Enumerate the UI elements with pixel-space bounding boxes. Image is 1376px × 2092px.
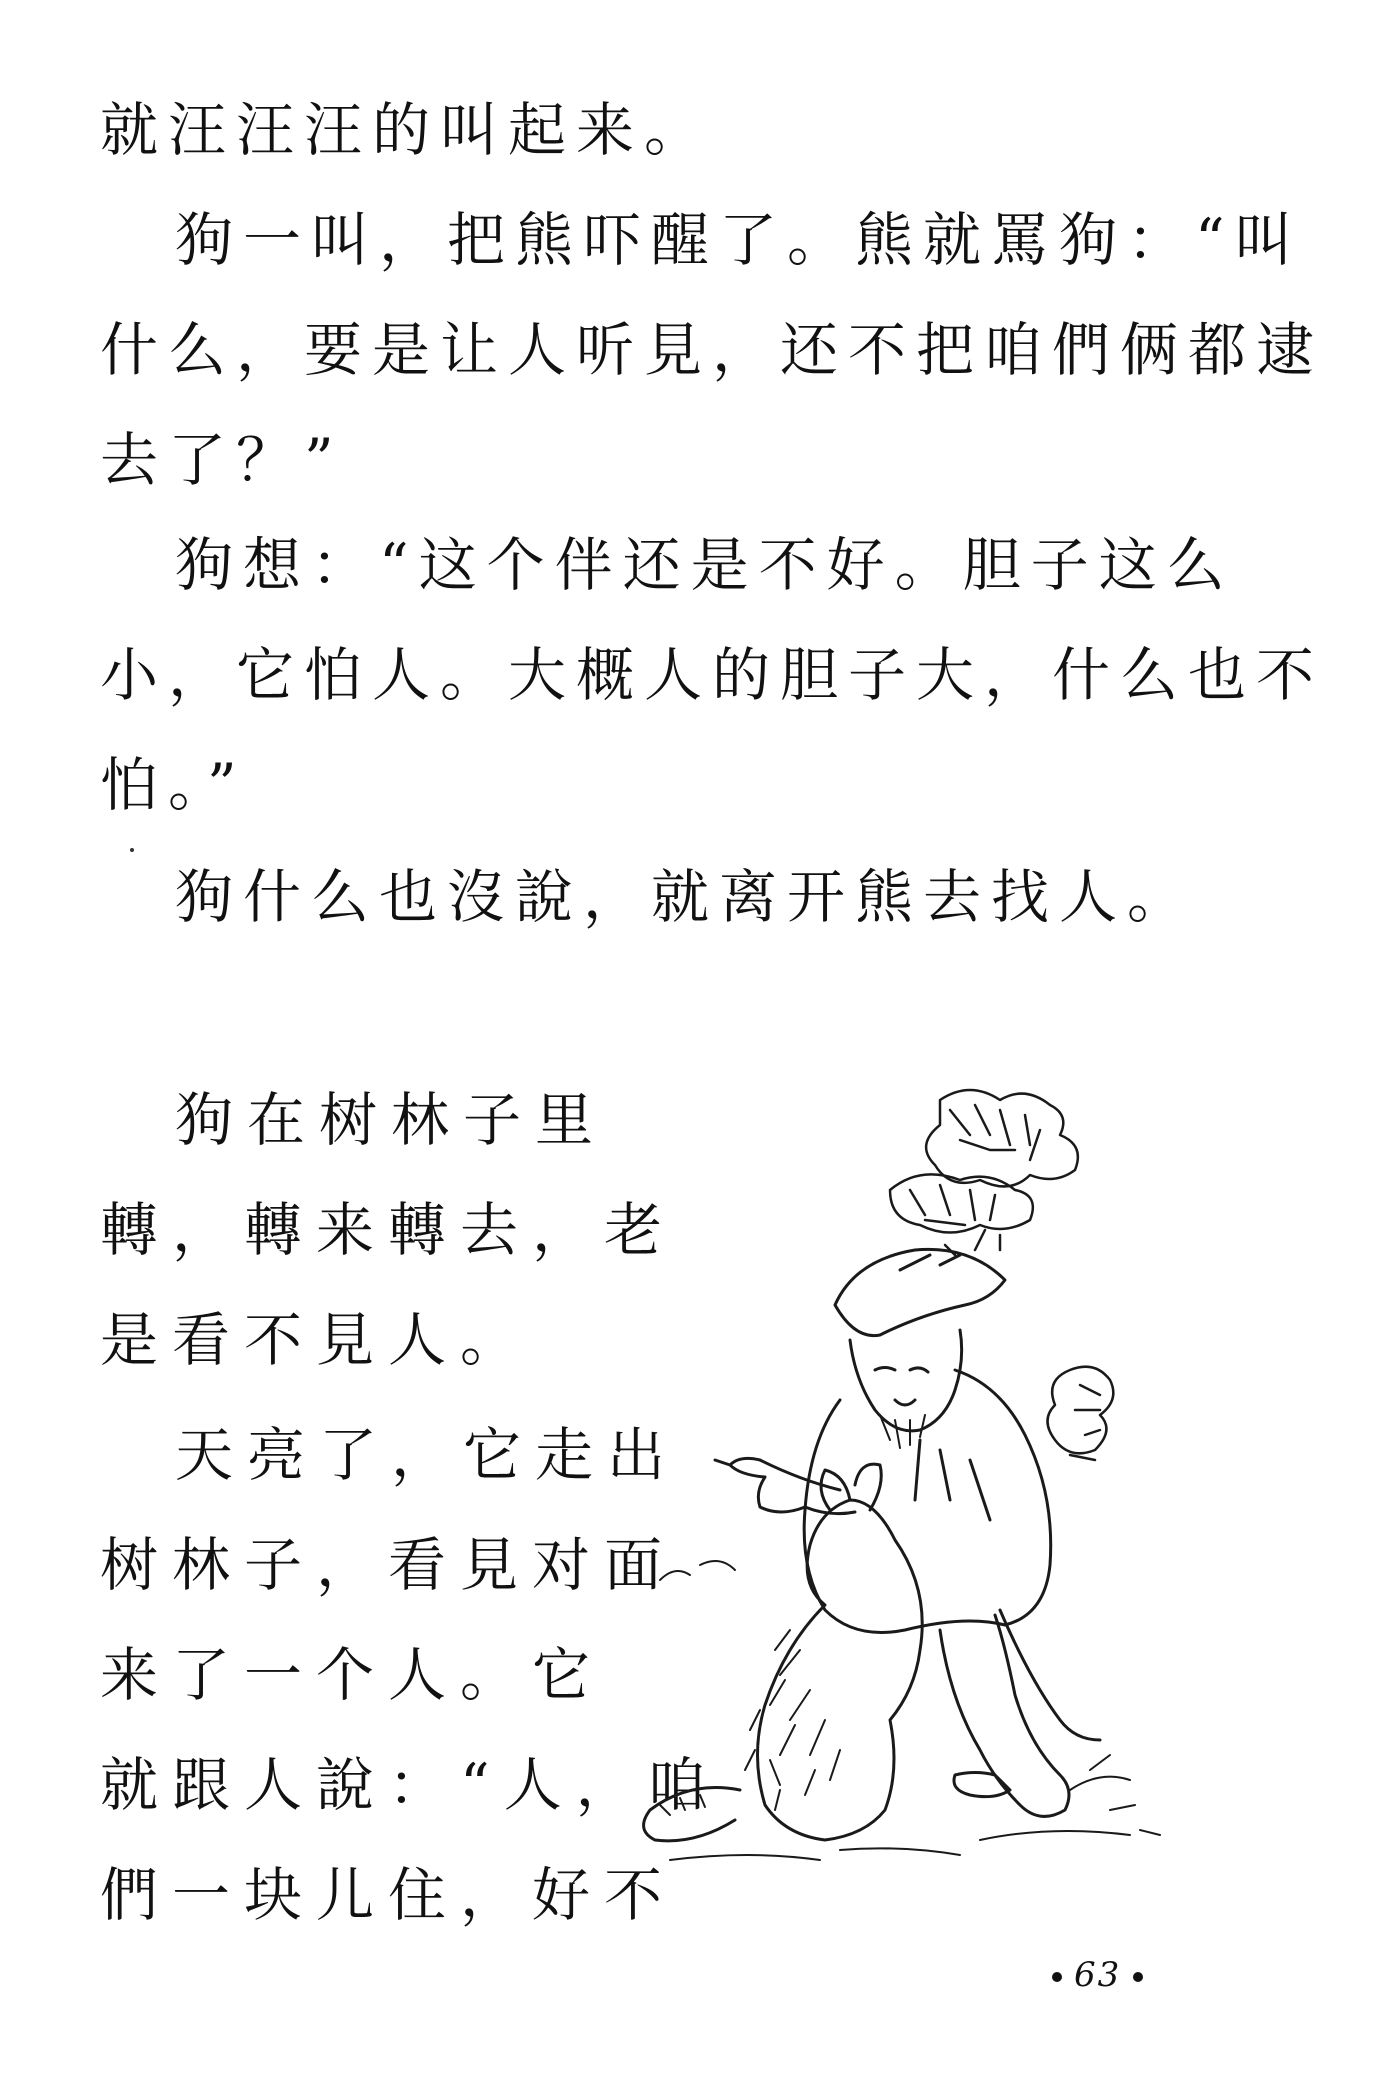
text-line: 狗在树林子里 (175, 1086, 608, 1154)
page-number-dot-right (1133, 1972, 1143, 1982)
text-line: 天亮了，它走出 (175, 1421, 680, 1489)
page-number (1040, 1955, 1155, 1995)
ground (660, 1561, 1160, 1860)
face (850, 1330, 962, 1431)
text-line: 去了？” (100, 426, 344, 494)
foliage-top (890, 1090, 1078, 1255)
dog (758, 1500, 923, 1840)
text-line: 們一块儿住，好不 (100, 1861, 677, 1929)
text-line: 狗想：“这个伴还是不好。胆子这么 (175, 531, 1235, 599)
shirt (804, 1370, 1051, 1633)
text-line: 就汪汪汪的叫起来。 (100, 96, 713, 164)
text-line: 小，它怕人。大概人的胆子大，什么也不 (100, 641, 1325, 709)
text-line: 是看不見人。 (100, 1306, 533, 1374)
text-line: 什么，要是让人听見，还不把咱們俩都逮 (100, 316, 1325, 384)
text-line: 树林子，看見对面 (100, 1531, 677, 1599)
text-line: 轉，轉来轉去，老 (100, 1196, 677, 1264)
page-number-value: 63 (1074, 1955, 1122, 1995)
cap (835, 1249, 1005, 1335)
dog-tail (644, 1788, 740, 1841)
bush-right (1048, 1367, 1114, 1460)
text-line: 狗什么也沒說，就离开熊去找人。 (175, 863, 1196, 931)
text-line: 就跟人說：“人，咱 (100, 1751, 720, 1819)
text-line: 狗一叫，把熊吓醒了。熊就罵狗：“叫 (175, 206, 1303, 274)
illustration-man-with-dog (640, 1070, 1200, 1890)
print-speck (130, 848, 134, 852)
text-line: 来了一个人。它 (100, 1641, 605, 1709)
page-number-dot-left (1052, 1972, 1062, 1982)
text-line: 怕。” (100, 751, 247, 819)
